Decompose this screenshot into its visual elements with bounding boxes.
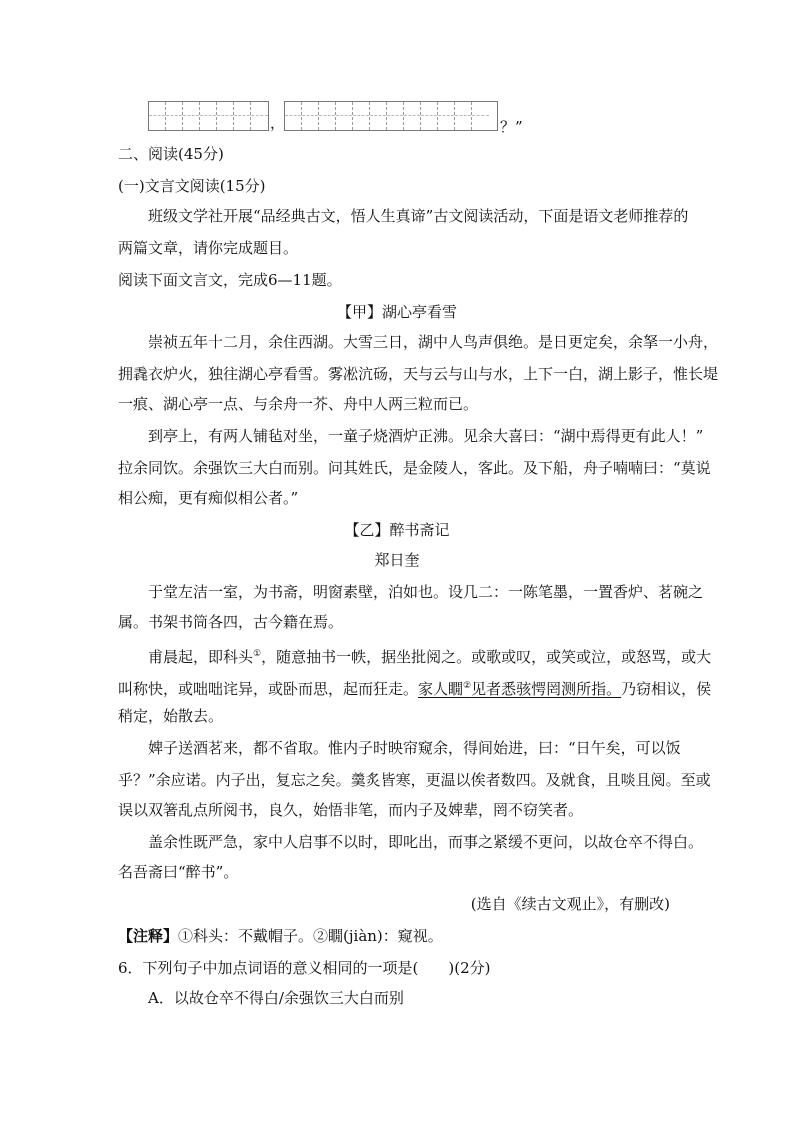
passage-b-source: (选自《续古文观止》，有删改) [470,895,670,913]
passage-b-author: 郑日奎 [374,551,420,569]
grid-cell [370,102,387,130]
passage-b-line: 稍定，始散去。 [118,707,224,725]
intro-line-2: 两篇文章，请你完成题目。 [118,239,299,257]
intro-line-1: 班级文学社开展“品经典古文，悟人生真谛”古文阅读活动，下面是语文老师推荐的 [148,207,689,225]
passage-a-line: 一痕、湖心亭一点、与余舟一芥、舟中人两三粒而已。 [118,395,479,413]
passage-b-line: 乎？”余应诺。内子出，复忘之矣。羹炙皆寒，更温以俟者数四。及就食，且啖且阅。至或 [118,771,711,789]
passage-b-line: 属。书架书筒各四，古今籍在焉。 [118,613,344,631]
answer-comma: ， [270,114,286,132]
grid-cell [353,102,370,130]
passage-a-title: 【甲】湖心亭看雪 [336,303,457,321]
passage-a-line: 拥毳衣炉火，独往湖心亭看雪。雾凇沆砀，天与云与山与水，上下一白，湖上影子，惟长堤 [118,365,719,383]
passage-a-line: 拉余同饮。余强饮三大白而别。问其姓氏，是金陵人，客此。及下船，舟子喃喃曰：“莫说 [118,459,711,477]
question-6-option-a[interactable]: A．以故仓卒不得白/余强饮三大白而别 [148,989,404,1007]
grid-cell [336,102,353,130]
subsection-title: (一)文言文阅读(15分) [118,177,266,195]
grid-cell [251,102,268,130]
grid-cell [404,102,421,130]
grid-cell [438,102,455,130]
passage-b-line: 盖余性既严急，家中人启事不以时，即叱出，而事之紧缓不更问，以故仓卒不得白。 [148,833,704,851]
answer-grid-2[interactable] [284,101,498,131]
grid-cell [234,102,251,130]
grid-cell [302,102,319,130]
passage-a-line: 相公痴，更有痴似相公者。” [118,489,299,507]
passage-a-line: 到亭上，有两人铺毡对坐，一童子烧酒炉正沸。见余大喜曰：“湖中焉得更有此人！” [148,427,704,445]
grid-cell [387,102,404,130]
annotation-label: 【注释】 [118,927,179,945]
grid-cell [285,102,302,130]
question-6-stem: 6．下列句子中加点词语的意义相同的一项是( )(2分) [118,959,491,977]
annotation [118,926,443,946]
section-title: 二、阅读(45分) [118,145,224,163]
grid-cell [166,102,183,130]
passage-b-line: 婢子送酒茗来，都不省取。惟内子时映帘窥余，得间始进，曰：“日午矣，可以饭 [148,739,681,757]
passage-b-title: 【乙】醉书斋记 [344,521,450,539]
grid-cell [421,102,438,130]
grid-cell [217,102,234,130]
instruction: 阅读下面文言文，完成6—11题。 [118,271,342,289]
grid-cell [472,102,489,130]
footnote-ref: ① [253,649,262,659]
answer-end-mark: ？” [500,118,523,136]
annotation-text: ①科头：不戴帽子。②瞯(jiàn)：窥视。 [178,927,443,945]
grid-cell [149,102,166,130]
passage-b-line: 误以双箸乱点所阅书，良久，始悟非笔，而内子及婢辈，罔不窃笑者。 [118,801,584,819]
underlined-sentence: 家人瞯②见者悉骇愕罔测所指。 [418,680,622,698]
grid-cell [319,102,336,130]
passage-b-line: 于堂左洁一室，为书斋，明窗素壁，泊如也。设几二：一陈笔墨，一置香炉、茗碗之 [148,583,704,601]
passage-b-line: 叫称快，或咄咄诧异，或卧而思，起而狂走。家人瞯②见者悉骇愕罔测所指。乃窃相议，侯 [118,680,712,698]
grid-cell [183,102,200,130]
grid-cell [455,102,472,130]
passage-a-line: 崇祯五年十二月，余住西湖。大雪三日，湖中人鸟声俱绝。是日更定矣，余拏一小舟， [148,333,719,351]
answer-grid-1[interactable] [148,101,269,131]
grid-cell [200,102,217,130]
passage-b-line: 名吾斋曰“醉书”。 [118,863,239,881]
passage-b-line: 甫晨起，即科头①，随意抽书一帙，据坐批阅之。或歌或叹，或笑或泣，或怒骂，或大 [148,648,712,666]
